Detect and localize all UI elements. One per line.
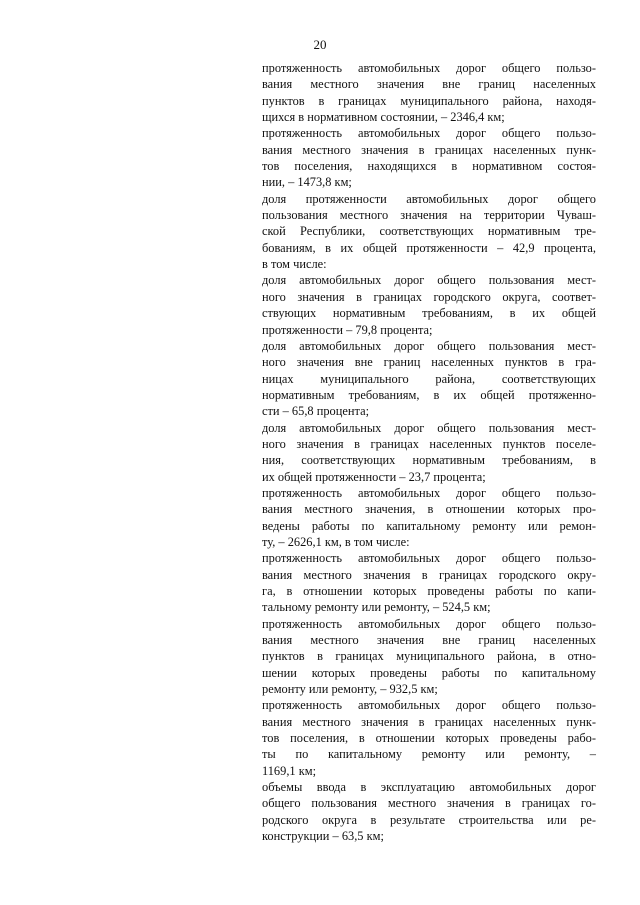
text-line: бованиям, в их общей протяженности – 42,9 процента, bbox=[262, 240, 596, 255]
text-line: щихся в нормативном состоянии, – 2346,4 км; bbox=[262, 110, 505, 125]
text-line: протяженность автомобильных дорог общего пользо- bbox=[262, 61, 596, 75]
text-line: протяженности – 79,8 процента; bbox=[262, 322, 433, 337]
text-line: протяженность автомобильных дорог общего пользо- bbox=[262, 616, 596, 631]
text-line: доля автомобильных дорог общего пользования мест- bbox=[262, 420, 596, 435]
paragraph bbox=[262, 616, 596, 698]
text-line: протяженность автомобильных дорог общего пользо- bbox=[262, 485, 596, 500]
paragraph bbox=[262, 338, 596, 420]
text-line: вания местного значения вне границ населенных bbox=[262, 633, 596, 648]
page-number: 20 bbox=[313, 37, 327, 52]
text-line: ного значения в границах населенных пунктов поселе- bbox=[262, 436, 596, 451]
text-line: сти – 65,8 процента; bbox=[262, 404, 370, 419]
text-line: общего пользования местного значения в границах го- bbox=[262, 796, 596, 811]
text-line: тов поселения, в отношении которых проведены рабо- bbox=[262, 731, 596, 746]
text-line: объемы ввода в эксплуатацию автомобильных дорог bbox=[262, 780, 596, 795]
text-line: в том числе: bbox=[262, 257, 327, 272]
text-line: протяженность автомобильных дорог общего пользо- bbox=[262, 551, 596, 566]
paragraph bbox=[262, 485, 596, 550]
text-line: пунктов в границах муниципального района, в отно- bbox=[262, 649, 596, 664]
text-line: вания местного значения, в отношении которых про- bbox=[262, 502, 596, 517]
text-line: вания местного значения в границах городского окру- bbox=[262, 567, 596, 582]
text-line: их общей протяженности – 23,7 процента; bbox=[262, 469, 486, 484]
text-line: 1169,1 км; bbox=[262, 763, 317, 778]
text-line: га, в отношении которых проведены работы по капи- bbox=[262, 584, 596, 598]
text-line: нормативным требованиям, в их общей протяженно- bbox=[262, 387, 596, 402]
text-line: ту, – 2626,1 км, в том числе: bbox=[262, 534, 410, 549]
text-line: тов поселения, находящихся в нормативном состоя- bbox=[262, 159, 596, 174]
text-line: вания местного значения в границах населенных пунк- bbox=[262, 142, 596, 157]
text-line: доля автомобильных дорог общего пользования мест- bbox=[262, 338, 596, 353]
paragraph bbox=[262, 125, 596, 190]
paragraph bbox=[262, 697, 596, 779]
text-line: ния, соответствующих нормативным требованиям, в bbox=[262, 453, 596, 468]
paragraph bbox=[262, 272, 596, 337]
text-line: ницах муниципального района, соответствующих bbox=[262, 371, 596, 386]
text-line: протяженность автомобильных дорог общего пользо- bbox=[262, 126, 596, 141]
paragraph bbox=[262, 191, 596, 273]
text-line: ного значения вне границ населенных пунктов в гра- bbox=[262, 355, 596, 370]
text-line: ской Республики, соответствующих нормативным тре- bbox=[262, 224, 596, 239]
text-line: ты по капитальному ремонту или ремонту, – bbox=[262, 747, 596, 762]
text-line: ведены работы по капитальному ремонту или ремон- bbox=[262, 518, 596, 533]
paragraph bbox=[262, 420, 596, 485]
text-line: протяженность автомобильных дорог общего пользо- bbox=[262, 698, 596, 713]
text-line: вания местного значения в границах населенных пунк- bbox=[262, 714, 596, 729]
text-line: родского округа в результате строительства или ре- bbox=[262, 812, 596, 827]
text-line: конструкции – 63,5 км; bbox=[262, 829, 384, 844]
paragraph bbox=[262, 60, 596, 125]
paragraph bbox=[262, 779, 596, 844]
text-line: ремонту или ремонту, – 932,5 км; bbox=[262, 682, 438, 697]
text-line: нии, – 1473,8 км; bbox=[262, 175, 352, 190]
paragraph bbox=[262, 550, 596, 615]
text-line: тальному ремонту или ремонту, – 524,5 км; bbox=[262, 600, 491, 615]
document-body bbox=[262, 60, 596, 845]
text-line: пунктов в границах муниципального района, находя- bbox=[262, 93, 596, 108]
text-line: вания местного значения вне границ населенных bbox=[262, 77, 596, 92]
text-line: доля протяженности автомобильных дорог общего bbox=[262, 191, 596, 206]
text-line: пользования местного значения на территории Чуваш- bbox=[262, 208, 596, 223]
text-line: ствующих нормативным требованиям, в их общей bbox=[262, 306, 596, 321]
text-line: ного значения в границах городского округа, соответ- bbox=[262, 289, 596, 304]
text-line: доля автомобильных дорог общего пользования мест- bbox=[262, 273, 596, 288]
text-line: шении которых проведены работы по капитальному bbox=[262, 665, 596, 680]
